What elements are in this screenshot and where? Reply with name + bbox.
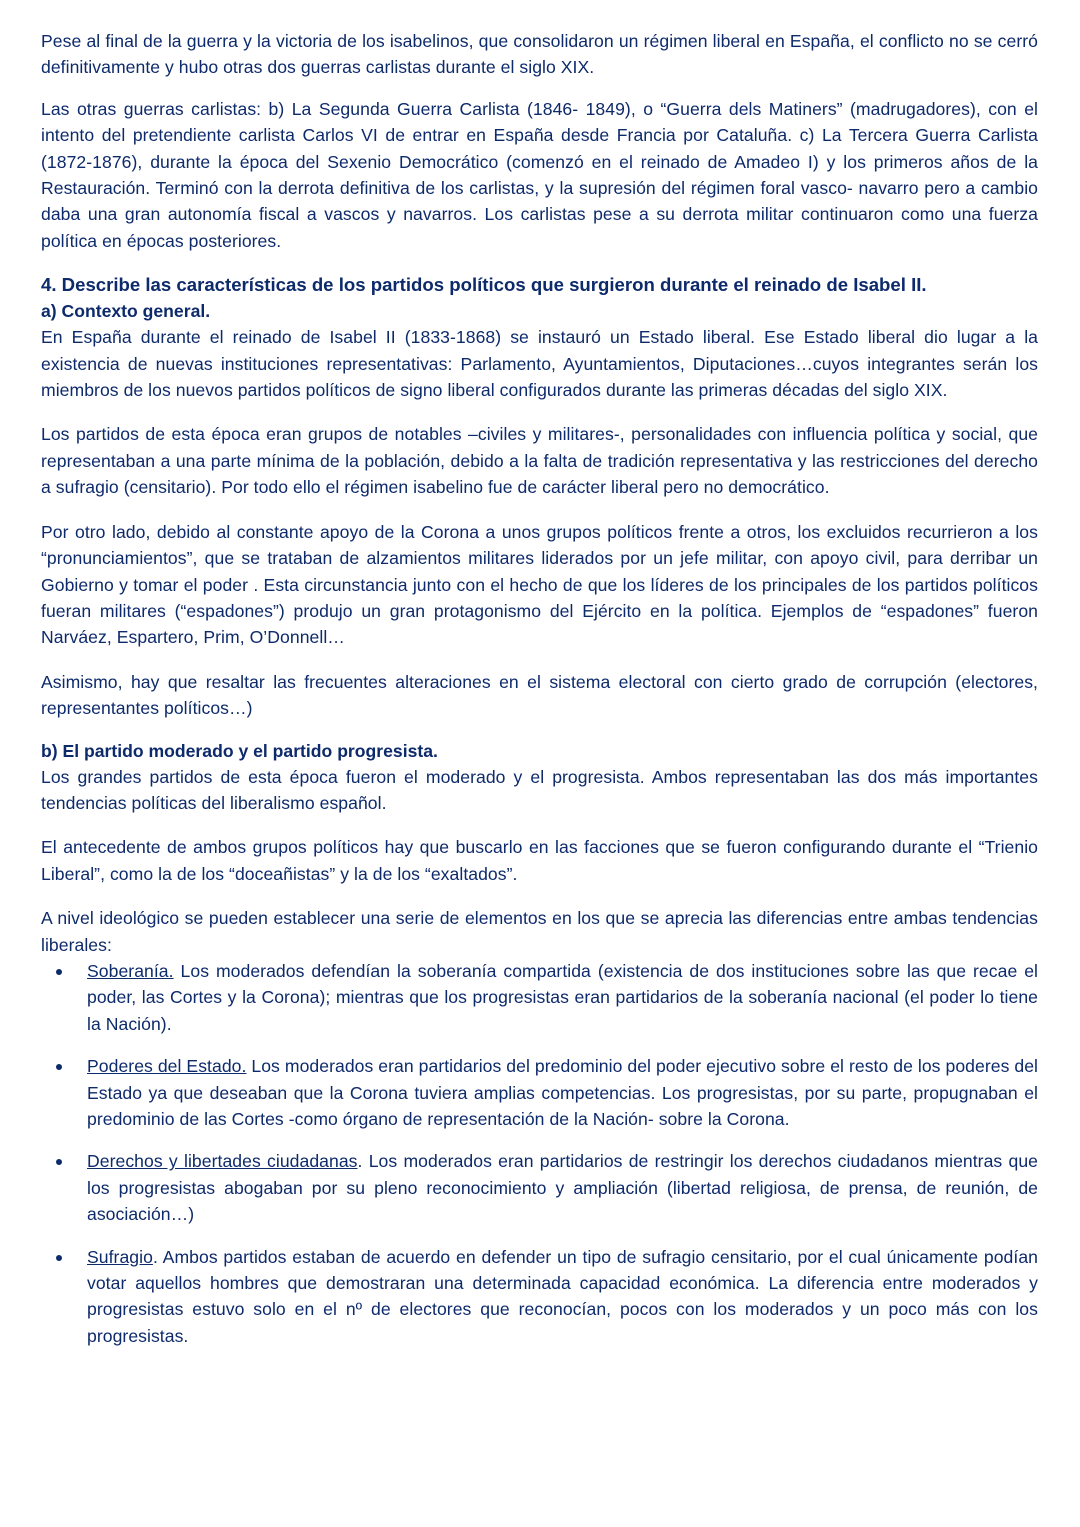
term-poderes: Poderes del Estado. — [87, 1056, 247, 1077]
term-soberania: Soberanía. — [87, 960, 174, 981]
paragraph-ideological-intro: A nivel ideológico se pueden establecer una serie de elementos en los que se aprecia las diferencias entre ambas tendencias liberales: — [41, 908, 1038, 955]
paragraph-liberal-state: En España durante el reinado de Isabel II (1833-1868) se instauró un Estado liberal. Ese Estado liberal dio lugar a la existencia de nuevas instituciones representativas: Parlamento, Ayuntamientos, Diputaciones…cuyos integrantes serán los miembros de los nuevos partidos políticos de signo liberal configurados durante las primeras décadas del siglo XIX. — [41, 327, 1038, 401]
question-heading: 4. Describe las características de los partidos políticos que surgieron durante el reinado de Isabel II. — [41, 274, 927, 296]
differences-list — [41, 958, 1038, 1349]
paragraph-electoral-corruption: Asimismo, hay que resaltar las frecuentes alteraciones en el sistema electoral con cierto grado de corrupción (electores, representantes políticos…) — [41, 671, 1038, 719]
paragraph-main-parties: Los grandes partidos de esta época fueron el moderado y el progresista. Ambos representaban las dos más importantes tendencias políticas del liberalismo español. — [41, 766, 1038, 813]
section-b-heading: b) El partido moderado y el partido progresista. — [41, 740, 438, 761]
text-soberania: Los moderados defendían la soberanía compartida (existencia de dos instituciones sobre las que recae el poder, las Cortes y la Corona); mientras que los progresistas eran partidarios de la soberanía nacional (el poder lo tiene la Nación). — [87, 960, 1038, 1034]
bullet-icon — [56, 1255, 62, 1261]
list-item-soberania — [41, 958, 1038, 1037]
bullet-icon — [56, 1159, 62, 1165]
text-derechos: . Los moderados eran partidarios de restringir los derechos ciudadanos mientras que los progresistas abogaban por su pleno reconocimiento y ampliación (libertad religiosa, de prensa, de reunión, de asociación…) — [87, 1151, 1039, 1225]
list-item-sufragio — [41, 1244, 1038, 1350]
list-item-derechos — [41, 1148, 1038, 1227]
paragraph-notables: Los partidos de esta época eran grupos de notables –civiles y militares-, personalidades con influencia política y social, que representaban a una parte mínima de la población, debido a la falta de tradición representativa y las restricciones del derecho a sufragio (censitario). Por todo ello el régimen isabelino fue de carácter liberal pero no democrático. — [41, 424, 1038, 498]
paragraph-antecedents: El antecedente de ambos grupos políticos hay que buscarlo en las facciones que se fueron configurando durante el “Trienio Liberal”, como la de los “doceañistas” y la de los “exaltados”. — [41, 837, 1038, 884]
list-item-poderes — [41, 1053, 1038, 1132]
term-sufragio: Sufragio — [87, 1246, 153, 1267]
paragraph-other-carlist-wars: Las otras guerras carlistas: b) La Segunda Guerra Carlista (1846- 1849), o “Guerra dels Matiners” (madrugadores), con el intento del pretendiente carlista Carlos VI de entrar en España desde Francia por Cataluña. c) La Tercera Guerra Carlista (1872-1876), durante la época del Sexenio Democrático (comenzó en el reinado de Amadeo I) y los primeros años de la Restauración. Terminó con la derrota definitiva de los carlistas, y la supresión del régimen foral vasco- navarro pero a cambio daba una gran autonomía fiscal a vascos y navarros. Los carlistas pese a su derrota militar continuaron como una fuerza política en épocas posteriores. — [41, 98, 1038, 251]
text-sufragio: . Ambos partidos estaban de acuerdo en defender un tipo de sufragio censitario, por el cual únicamente podían votar aquellos hombres que demostraran una determinada capacidad económica. La diferencia entre moderados y progresistas estuvo solo en el nº de electores que reconocían, pocos con los moderados y un poco más con los progresistas. — [87, 1246, 1038, 1346]
paragraph-war-end: Pese al final de la guerra y la victoria de los isabelinos, que consolidaron un régimen liberal en España, el conflicto no se cerró definitivamente y hubo otras dos guerras carlistas durante el siglo XIX. — [41, 31, 1038, 78]
bullet-icon — [56, 969, 62, 975]
bullet-icon — [56, 1064, 62, 1070]
paragraph-pronunciamientos: Por otro lado, debido al constante apoyo de la Corona a unos grupos políticos frente a otros, los excluidos recurrieron a los “pronunciamientos”, que se trataban de alzamientos militares liderados por un jefe militar, con apoyo civil, para derribar un Gobierno y tomar el poder . Esta circunstancia junto con el hecho de que los líderes de los principales de los partidos políticos fueran militares (“espadones”) produjo un gran protagonismo del Ejército en la política. Ejemplos de “espadones” fueron Narváez, Espartero, Prim, O’Donnell… — [41, 521, 1038, 648]
section-a-heading: a) Contexto general. — [41, 301, 211, 322]
text-poderes: Los moderados eran partidarios del predominio del poder ejecutivo sobre el resto de los poderes del Estado ya que deseaban que la Corona tuviera amplias competencias. Los progresistas, por su parte, propugnaban el predominio de las Cortes -como órgano de representación de la Nación- sobre la Corona. — [87, 1056, 1038, 1129]
term-derechos: Derechos y libertades ciudadanas — [87, 1151, 358, 1172]
